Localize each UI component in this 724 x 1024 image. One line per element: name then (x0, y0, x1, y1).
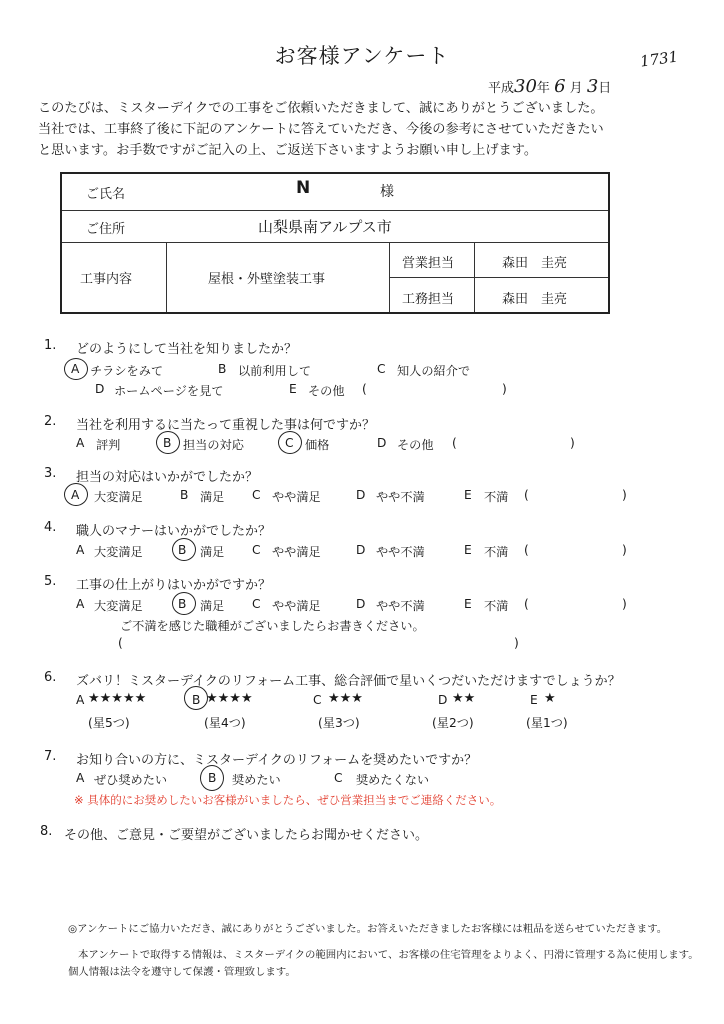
question-number: 7. (44, 749, 57, 764)
intro-line-3: と思います。お手数ですがご記入の上、ご返送下さいますようお願い申し上げます。 (38, 143, 538, 158)
survey-date (488, 76, 611, 97)
option-letter: C (252, 597, 261, 611)
option-letter: E (464, 488, 472, 502)
option-label: チラシをみて (90, 364, 164, 378)
sales-label: 営業担当 (402, 256, 455, 271)
address-label: ご住所 (86, 222, 126, 237)
work-value: 屋根・外壁塗装工事 (208, 272, 326, 287)
rating-stars: ★★★ (328, 691, 363, 706)
option-letter: D (377, 436, 387, 450)
option-label: 価格 (305, 438, 330, 452)
answer-circle (184, 686, 208, 710)
date-month: 6 (554, 76, 566, 97)
rating-stars: ★ (544, 691, 556, 706)
question-text: ズバリ！ミスターデイクのリフォーム工事、総合評価で星いくつだいただけますでしょうか？ (76, 674, 621, 689)
close-paren: ) (622, 597, 627, 611)
answer-circle (172, 538, 196, 561)
option-label: やや不満 (376, 490, 425, 504)
thanks-note: ◎アンケートにご協力いただき、誠にありがとうございました。お答えいただきましたお客様には粗品を送らせていただきます。 (68, 923, 668, 935)
option-label: 大変満足 (94, 490, 143, 504)
answer-circle (156, 431, 180, 454)
option-letter: A (76, 771, 85, 785)
option-letter: A (71, 488, 80, 502)
address-row (62, 210, 608, 243)
open-paren: ( (452, 436, 457, 450)
option-letter: E (464, 597, 472, 611)
open-paren: ( (362, 382, 367, 396)
question-number: 3. (44, 466, 57, 481)
answer-circle (200, 765, 224, 791)
option-label: 満足 (200, 545, 225, 559)
option-label: その他 (397, 438, 434, 452)
question-text: 当社を利用するに当たって重視した事は何ですか？ (76, 418, 376, 433)
option-letter: B (208, 771, 217, 785)
question-text: お知り合いの方に、ミスターデイクのリフォームを奨めたいですか？ (76, 753, 478, 768)
date-era: 平成 (488, 81, 515, 96)
close-paren: ) (622, 488, 627, 502)
page-title: お客様アンケート (274, 44, 450, 68)
divider (389, 277, 608, 278)
question-text: その他、ご意見・ご要望がございましたらお聞かせください。 (64, 828, 429, 843)
answer-circle (64, 483, 88, 506)
date-month-unit: 月 (569, 81, 583, 96)
option-label: 不満 (484, 490, 509, 504)
open-paren: ( (524, 543, 529, 557)
customer-info-table (60, 172, 610, 314)
date-day-unit: 日 (598, 81, 612, 96)
close-paren: ) (622, 543, 627, 557)
name-row (62, 174, 608, 211)
option-label: やや不満 (376, 599, 425, 613)
close-paren: ) (502, 382, 507, 396)
answer-circle (64, 358, 88, 380)
option-letter: D (95, 382, 105, 396)
recommend-note: ※ 具体的にお奨めしたいお客様がいましたら、ぜひ営業担当までご連絡ください。 (74, 793, 502, 807)
intro-line-1: このたびは、ミスターデイクでの工事をご依頼いただきまして、誠にありがとうございました。 (38, 101, 604, 116)
option-label: 大変満足 (94, 599, 143, 613)
rating-note: (星3つ) (318, 716, 360, 730)
date-year: 30 (514, 76, 537, 97)
option-letter: B (192, 693, 201, 707)
open-paren: ( (524, 597, 529, 611)
work-label: 工事内容 (80, 272, 133, 287)
option-letter: A (76, 693, 85, 707)
option-letter: D (356, 597, 366, 611)
divider (166, 243, 167, 312)
option-label: 不満 (484, 599, 509, 613)
option-label: 知人の紹介で (397, 364, 471, 378)
rating-note: (星2つ) (432, 716, 474, 730)
intro-line-2: 当社では、工事終了後に下記のアンケートに答えていただき、今後の参考にさせていただきたい (38, 122, 604, 137)
option-letter: C (252, 543, 261, 557)
option-label: ホームページを見て (114, 384, 224, 398)
engineering-label: 工務担当 (402, 292, 455, 307)
privacy-note: 個人情報は法令を遵守して保護・管理致します。 (68, 966, 296, 978)
option-letter: C (334, 771, 343, 785)
date-year-unit: 年 (536, 81, 550, 96)
option-letter: B (178, 543, 187, 557)
close-paren: ) (570, 436, 575, 450)
option-letter: A (76, 597, 85, 611)
option-letter: D (438, 693, 448, 707)
rating-stars: ★★★★ (206, 691, 253, 706)
handwritten-number: 1731 (638, 47, 680, 71)
date-day: 3 (586, 76, 599, 97)
option-label: やや満足 (272, 599, 321, 613)
option-label: 奨めたい (232, 773, 281, 787)
option-letter: E (464, 543, 472, 557)
answer-circle (172, 592, 196, 615)
option-letter: C (252, 488, 261, 502)
option-letter: E (289, 382, 297, 396)
close-paren: ) (514, 636, 519, 650)
option-label: 担当の対応 (183, 438, 244, 452)
option-letter: D (356, 488, 366, 502)
option-label: 奨めたくない (356, 773, 430, 787)
question-number: 8. (40, 824, 53, 839)
question-text: 担当の対応はいかがでしたか？ (76, 470, 259, 485)
option-label: その他 (308, 384, 345, 398)
rating-note: (星5つ) (88, 716, 130, 730)
question-number: 1. (44, 338, 57, 353)
option-label: 評判 (96, 438, 121, 452)
rating-note: (星1つ) (526, 716, 568, 730)
question-number: 5. (44, 574, 57, 589)
question-number: 2. (44, 414, 57, 429)
sales-value: 森田 圭亮 (502, 256, 568, 271)
option-label: 以前利用して (238, 364, 312, 378)
option-letter: B (178, 597, 187, 611)
option-label: 満足 (200, 599, 225, 613)
rating-stars: ★★★★★ (88, 691, 147, 706)
option-label: やや満足 (272, 490, 321, 504)
option-label: ぜひ奨めたい (94, 773, 168, 787)
rating-stars: ★★ (452, 691, 476, 706)
option-letter: C (313, 693, 322, 707)
question-text: 職人のマナーはいかがでしたか？ (76, 524, 272, 539)
option-label: 不満 (484, 545, 509, 559)
name-suffix: 様 (380, 184, 394, 200)
address-value: 山梨県南アルプス市 (258, 218, 392, 236)
open-paren: ( (524, 488, 529, 502)
option-letter: A (76, 436, 85, 450)
option-letter: E (530, 693, 538, 707)
option-letter: B (163, 436, 172, 450)
option-label: 大変満足 (94, 545, 143, 559)
option-letter: B (180, 488, 189, 502)
rating-note: (星4つ) (204, 716, 246, 730)
question-subtext: ご不満を感じた職種がございましたらお書きください。 (120, 619, 425, 633)
option-label: 満足 (200, 490, 225, 504)
engineering-value: 森田 圭亮 (502, 292, 568, 307)
option-letter: A (76, 543, 85, 557)
option-letter: A (71, 362, 80, 376)
option-letter: D (356, 543, 366, 557)
question-number: 6. (44, 670, 57, 685)
option-letter: C (285, 436, 294, 450)
question-number: 4. (44, 520, 57, 535)
open-paren: ( (118, 636, 123, 650)
option-label: やや満足 (272, 545, 321, 559)
name-value: N (296, 178, 311, 198)
option-label: やや不満 (376, 545, 425, 559)
name-label: ご氏名 (86, 187, 126, 202)
option-letter: C (377, 362, 386, 376)
question-text: どのようにして当社を知りましたか？ (76, 342, 298, 357)
option-letter: B (218, 362, 227, 376)
question-text: 工事の仕上がりはいかがですか？ (76, 578, 272, 593)
privacy-note: 本アンケートで取得する情報は、ミスターデイクの範囲内において、お客様の住宅管理をよりよく、円滑に管理する為に使用します。 (78, 949, 699, 961)
answer-circle (278, 431, 302, 454)
